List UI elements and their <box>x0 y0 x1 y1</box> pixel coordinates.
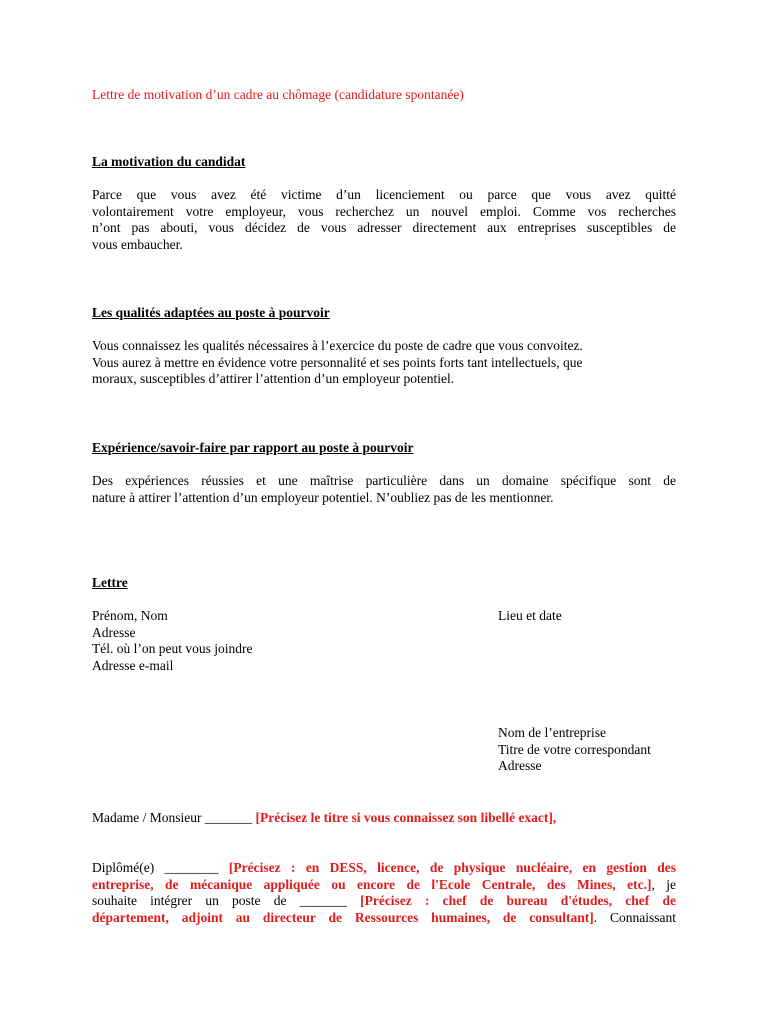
paragraph-line: Vous connaissez les qualités nécessaires à l’exercice du poste de cadre que vous convoitez. <box>92 338 583 353</box>
letter-body <box>92 860 676 926</box>
paragraph-line: Vous aurez à mettre en évidence votre personnalité et ses points forts tant intellectuels, que <box>92 354 583 370</box>
body-text: souhaite intégrer un poste de _______ <box>92 893 361 908</box>
recipient-address: Adresse <box>498 758 542 773</box>
document-title: Lettre de motivation d’un cadre au chômage (candidature spontanée) <box>92 87 464 102</box>
body-hint: département, adjoint au directeur de Ressources humaines, de consultant] <box>92 909 594 925</box>
section-paragraph-motivation <box>92 187 676 253</box>
body-hint: [Précisez : chef de bureau d'études, chef de <box>360 893 676 908</box>
recipient-block <box>498 725 651 775</box>
recipient-company: Nom de l’entreprise <box>498 725 606 740</box>
body-line <box>92 860 676 877</box>
section-heading-experience: Expérience/savoir-faire par rapport au poste à pourvoir <box>92 440 414 455</box>
section-paragraph-experience <box>92 473 676 506</box>
sender-block <box>92 608 252 674</box>
paragraph-line: volontairement votre employeur, vous recherchez un nouvel emploi. Comme vos recherches <box>92 203 676 219</box>
sender-name: Prénom, Nom <box>92 608 168 623</box>
body-line <box>92 877 676 894</box>
paragraph-line: moraux, susceptibles d’attirer l’attention d’un employeur potentiel. <box>92 371 455 386</box>
place-date: Lieu et date <box>498 608 562 623</box>
paragraph-line: n’ont pas abouti, vous décidez de vous adresser directement aux entreprises susceptibles de <box>92 220 676 235</box>
section-paragraph-qualites <box>92 338 676 388</box>
body-line <box>92 910 676 927</box>
body-line <box>92 893 676 910</box>
body-hint: entreprise, de mécanique appliquée ou encore de l'Ecole Centrale, des Mines, etc.] <box>92 876 652 892</box>
section-heading-motivation: La motivation du candidat <box>92 154 246 169</box>
salutation <box>92 810 556 827</box>
body-text: . Connaissant <box>593 909 677 925</box>
section-heading-qualites: Les qualités adaptées au poste à pourvoir <box>92 305 330 320</box>
sender-phone: Tél. où l’on peut vous joindre <box>92 641 253 656</box>
body-text: Diplômé(e) ________ <box>92 860 229 875</box>
letter-heading: Lettre <box>92 575 128 590</box>
paragraph-line: vous embaucher. <box>92 236 183 252</box>
paragraph-line: nature à attirer l’attention d’un employeur potentiel. N’oubliez pas de les mentionner. <box>92 489 554 505</box>
paragraph-line: Des expériences réussies et une maîtrise particulière dans un domaine spécifique sont de <box>92 473 676 488</box>
paragraph-line: Parce que vous avez été victime d’un licenciement ou parce que vous avez quitté <box>92 187 676 202</box>
recipient-title: Titre de votre correspondant <box>498 741 651 757</box>
sender-email: Adresse e-mail <box>92 657 174 673</box>
salutation-text: Madame / Monsieur _______ <box>92 810 256 825</box>
sender-address: Adresse <box>92 624 136 640</box>
body-text: , je <box>651 876 676 892</box>
body-hint: [Précisez : en DESS, licence, de physique nucléaire, en gestion des <box>228 860 676 875</box>
salutation-hint: [Précisez le titre si vous connaissez son libellé exact], <box>255 810 557 825</box>
